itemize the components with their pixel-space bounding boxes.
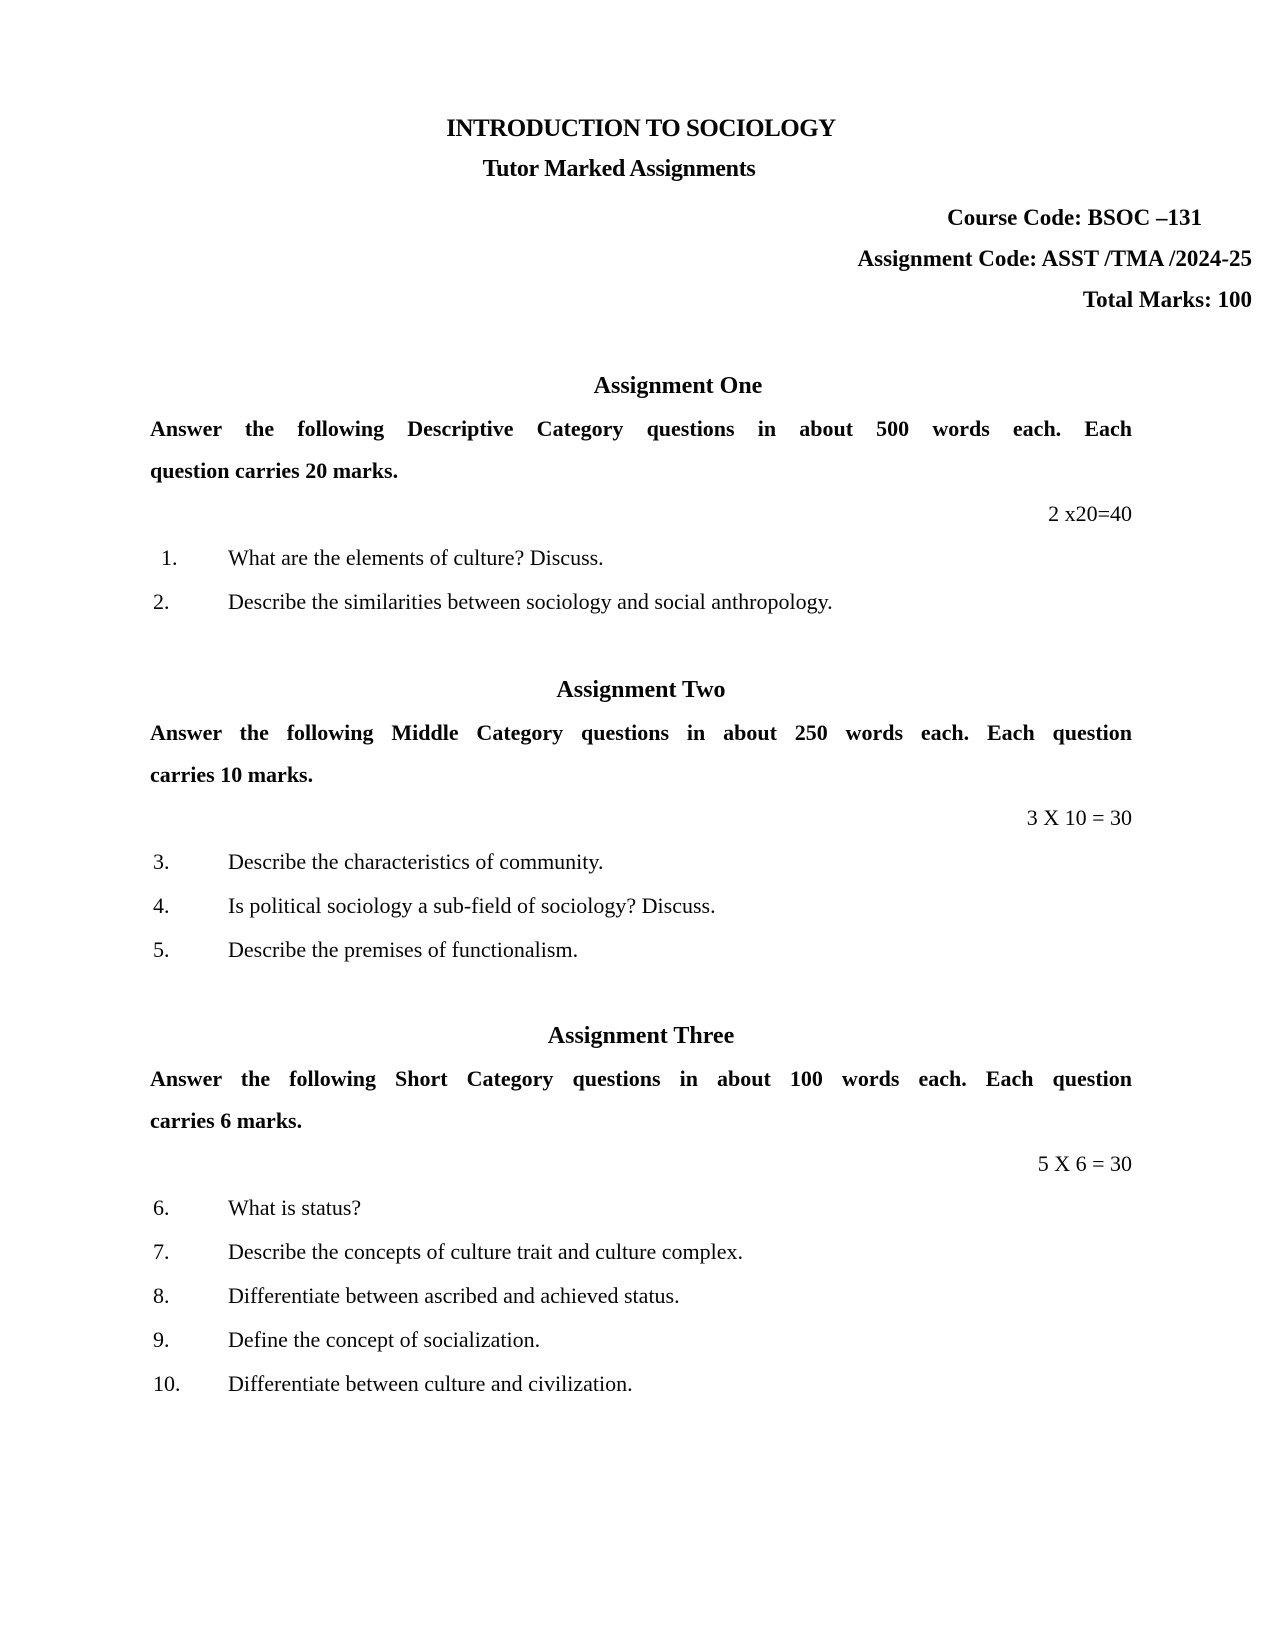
document-title-block [150,108,1132,190]
question-text: Describe the similarities between sociology and social anthropology. [228,589,833,614]
question-item [150,1274,1132,1318]
question-item [150,884,1132,928]
assignment-three-instructions [150,1058,1132,1142]
assignment-three-heading: Assignment Three [547,1023,735,1049]
document-subtitle: Tutor Marked Assignments [482,156,756,182]
assignment-two-instructions [150,712,1132,796]
instructions-line: carries 6 marks. [150,1108,303,1133]
marks-formula: 5 X 6 = 30 [1037,1151,1132,1176]
course-info-block [150,197,1252,320]
question-number: 8. [153,1283,170,1308]
marks-formula: 3 X 10 = 30 [1026,805,1132,830]
assignment-one-instructions [150,408,1132,492]
question-text: Describe the characteristics of community. [228,849,604,874]
question-item [150,928,1132,972]
assignment-two-section [150,668,1132,972]
question-text: Describe the premises of functionalism. [228,937,579,962]
question-text: Differentiate between culture and civilization. [228,1371,633,1396]
instructions-line: question carries 20 marks. [150,458,399,483]
course-code: Course Code: BSOC –131 [947,205,1202,230]
question-number: 4. [153,893,170,918]
instructions-line: Answer the following Middle Category questions in about 250 words each. Each question [150,720,1132,745]
question-item [150,536,1132,580]
question-number: 10. [153,1371,181,1396]
question-item [150,1186,1132,1230]
marks-formula: 2 x20=40 [1048,501,1132,526]
question-item [150,1318,1132,1362]
question-item [150,1230,1132,1274]
question-text: What is status? [228,1195,362,1220]
instructions-line: Answer the following Descriptive Category questions in about 500 words each. Each [150,416,1132,441]
question-item [150,840,1132,884]
assignment-three-section [150,1014,1132,1406]
question-number: 9. [153,1327,170,1352]
question-number: 1. [161,545,178,570]
question-number: 6. [153,1195,170,1220]
question-item [150,1362,1132,1406]
question-number: 3. [153,849,170,874]
assignment-one-section [150,364,1132,624]
question-text: Describe the concepts of culture trait and culture complex. [228,1239,743,1264]
question-list [150,840,1132,972]
question-list [150,1186,1132,1406]
question-text: Is political sociology a sub-field of sociology? Discuss. [228,893,716,918]
question-item [150,580,1132,624]
document-title: INTRODUCTION TO SOCIOLOGY [446,115,836,142]
assignment-two-heading: Assignment Two [556,677,726,703]
question-number: 2. [153,589,170,614]
question-list [150,536,1132,624]
assignment-code: Assignment Code: ASST /TMA /2024-25 [857,246,1252,271]
question-number: 5. [153,937,170,962]
question-text: Define the concept of socialization. [228,1327,541,1352]
instructions-line: Answer the following Short Category questions in about 100 words each. Each question [150,1066,1132,1091]
question-text: What are the elements of culture? Discuss. [228,545,604,570]
question-number: 7. [153,1239,170,1264]
total-marks: Total Marks: 100 [1082,287,1252,312]
assignment-one-heading: Assignment One [593,373,763,399]
instructions-line: carries 10 marks. [150,762,314,787]
question-text: Differentiate between ascribed and achieved status. [228,1283,680,1308]
